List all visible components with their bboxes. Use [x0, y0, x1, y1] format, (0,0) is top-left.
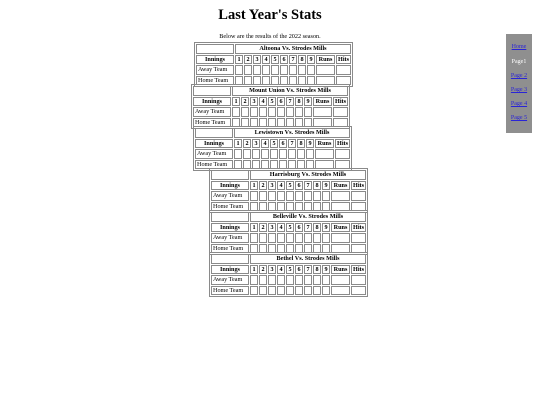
hits-cell [336, 65, 351, 75]
inning-number-header: 7 [289, 55, 297, 65]
inning-score-cell [304, 191, 312, 201]
inning-score-cell [304, 275, 312, 285]
inning-score-cell [297, 149, 305, 159]
inning-number-header: 3 [268, 223, 276, 233]
inning-score-cell [313, 286, 321, 296]
inning-number-header: 6 [277, 97, 285, 107]
innings-header: Innings [211, 223, 249, 233]
nav-entry [506, 59, 532, 65]
innings-header: Innings [211, 181, 249, 191]
inning-score-cell [280, 65, 288, 75]
inning-score-cell [286, 191, 294, 201]
nav-current-page: Page1 [511, 59, 527, 65]
home-team-label: Home Team [193, 118, 231, 128]
inning-number-header: 3 [253, 55, 261, 65]
scoreboard-title-row [195, 128, 350, 138]
inning-score-cell [307, 65, 315, 75]
home-team-label: Home Team [195, 160, 233, 170]
inning-number-header: 7 [304, 181, 312, 191]
nav-link-page-3[interactable]: Page 3 [510, 87, 528, 93]
inning-score-cell [259, 191, 267, 201]
nav-entry [506, 87, 532, 93]
inning-score-cell [268, 286, 276, 296]
inning-number-header: 3 [268, 181, 276, 191]
inning-number-header: 4 [259, 97, 267, 107]
inning-score-cell [243, 149, 251, 159]
nav-link-page-4[interactable]: Page 4 [510, 101, 528, 107]
inning-number-header: 9 [304, 97, 312, 107]
inning-number-header: 2 [241, 97, 249, 107]
inning-number-header: 5 [268, 97, 276, 107]
inning-score-cell [250, 275, 258, 285]
runs-cell [331, 191, 350, 201]
inning-score-cell [277, 191, 285, 201]
inning-score-cell [268, 191, 276, 201]
scoreboard-title-row [211, 212, 366, 222]
inning-score-cell [277, 233, 285, 243]
inning-number-header: 1 [232, 97, 240, 107]
blank-cell [196, 44, 234, 54]
inning-number-header: 8 [313, 223, 321, 233]
inning-score-cell [250, 107, 258, 117]
game-title: Bethel Vs. Strodes Mills [250, 254, 366, 264]
inning-score-cell [322, 191, 330, 201]
scoreboard-table [209, 210, 368, 255]
inning-score-cell [250, 191, 258, 201]
inning-score-cell [295, 275, 303, 285]
scoreboard-table [191, 84, 350, 129]
inning-number-header: 9 [322, 223, 330, 233]
nav-entry [506, 44, 532, 50]
inning-number-header: 1 [250, 181, 258, 191]
inning-score-cell [259, 275, 267, 285]
inning-number-header: 4 [277, 265, 285, 275]
scoreboard-header-row [195, 139, 350, 149]
inning-score-cell [286, 233, 294, 243]
home-team-row [211, 286, 366, 296]
inning-number-header: 4 [262, 55, 270, 65]
inning-number-header: 7 [304, 223, 312, 233]
inning-score-cell [268, 233, 276, 243]
inning-number-header: 9 [307, 55, 315, 65]
inning-score-cell [304, 286, 312, 296]
inning-number-header: 6 [295, 265, 303, 275]
inning-score-cell [277, 275, 285, 285]
inning-number-header: 8 [298, 55, 306, 65]
inning-number-header: 2 [243, 139, 251, 149]
away-team-label: Away Team [193, 107, 231, 117]
inning-score-cell [259, 286, 267, 296]
inning-number-header: 5 [270, 139, 278, 149]
inning-score-cell [286, 275, 294, 285]
runs-cell [331, 233, 350, 243]
away-team-row [195, 149, 350, 159]
away-team-label: Away Team [211, 233, 249, 243]
runs-header: Runs [331, 265, 350, 275]
inning-number-header: 1 [234, 139, 242, 149]
hits-header: Hits [353, 223, 365, 231]
away-team-label: Away Team [196, 65, 234, 75]
blank-cell [211, 254, 249, 264]
inning-score-cell [313, 233, 321, 243]
nav-link-page-2[interactable]: Page 2 [510, 73, 528, 79]
inning-score-cell [259, 233, 267, 243]
runs-cell [316, 65, 335, 75]
inning-score-cell [279, 149, 287, 159]
scoreboard-header-row [211, 181, 366, 191]
inning-number-header: 6 [280, 55, 288, 65]
inning-number-header: 6 [295, 223, 303, 233]
inning-number-header: 2 [259, 181, 267, 191]
game-title: Mount Union Vs. Strodes Mills [232, 86, 348, 96]
inning-number-header: 8 [313, 181, 321, 191]
hits-header: Hits [335, 97, 347, 105]
blank-cell [211, 212, 249, 222]
inning-score-cell [261, 149, 269, 159]
hits-header: Hits [338, 55, 350, 63]
inning-number-header: 2 [259, 265, 267, 275]
page-title: Last Year's Stats [218, 7, 322, 23]
away-team-row [211, 191, 366, 201]
inning-number-header: 8 [297, 139, 305, 149]
hits-cell [351, 275, 366, 285]
inning-number-header: 3 [250, 97, 258, 107]
blank-cell [195, 128, 233, 138]
inning-number-header: 5 [286, 265, 294, 275]
inning-number-header: 1 [235, 55, 243, 65]
inning-number-header: 1 [250, 223, 258, 233]
hits-cell [351, 286, 366, 296]
inning-number-header: 8 [295, 97, 303, 107]
innings-header: Innings [193, 97, 231, 107]
home-team-label: Home Team [211, 244, 249, 254]
inning-score-cell [253, 65, 261, 75]
away-team-row [211, 275, 366, 285]
runs-header: Runs [316, 55, 335, 65]
scoreboard-title-row [193, 86, 348, 96]
game-title: Belleville Vs. Strodes Mills [250, 212, 366, 222]
home-team-label: Home Team [211, 202, 249, 212]
inning-number-header: 2 [259, 223, 267, 233]
inning-score-cell [304, 233, 312, 243]
away-team-label: Away Team [195, 149, 233, 159]
inning-score-cell [286, 286, 294, 296]
inning-number-header: 7 [288, 139, 296, 149]
home-team-label: Home Team [196, 76, 234, 86]
inning-number-header: 5 [286, 181, 294, 191]
inning-number-header: 6 [279, 139, 287, 149]
inning-number-header: 3 [252, 139, 260, 149]
inning-score-cell [295, 286, 303, 296]
nav-entry [506, 101, 532, 107]
inning-number-header: 4 [261, 139, 269, 149]
scoreboard-title-row [211, 170, 366, 180]
hits-cell [351, 191, 366, 201]
runs-header: Runs [315, 139, 334, 149]
away-team-label: Away Team [211, 275, 249, 285]
inning-number-header: 5 [271, 55, 279, 65]
nav-link-page-5[interactable]: Page 5 [510, 115, 528, 121]
inning-score-cell [322, 233, 330, 243]
blank-cell [193, 86, 231, 96]
inning-score-cell [259, 107, 267, 117]
scoreboard-header-row [211, 265, 366, 275]
inning-number-header: 7 [286, 97, 294, 107]
inning-score-cell [268, 107, 276, 117]
inning-score-cell [277, 286, 285, 296]
scoreboard-table [194, 42, 353, 87]
scoreboard-table [209, 252, 368, 297]
side-navigation [506, 34, 532, 133]
inning-score-cell [295, 191, 303, 201]
runs-header: Runs [313, 97, 332, 107]
hits-cell [333, 107, 348, 117]
inning-score-cell [322, 286, 330, 296]
scoreboard-table [209, 168, 368, 213]
inning-score-cell [322, 275, 330, 285]
inning-score-cell [235, 65, 243, 75]
inning-number-header: 9 [306, 139, 314, 149]
inning-score-cell [268, 275, 276, 285]
inning-number-header: 1 [250, 265, 258, 275]
inning-number-header: 7 [304, 265, 312, 275]
nav-entry [506, 73, 532, 79]
inning-score-cell [288, 149, 296, 159]
runs-cell [331, 275, 350, 285]
scoreboard-table [193, 126, 352, 171]
inning-number-header: 4 [277, 223, 285, 233]
inning-score-cell [277, 107, 285, 117]
hits-header: Hits [337, 139, 349, 147]
scoreboard-header-row [193, 97, 348, 107]
nav-link-home[interactable]: Home [511, 44, 527, 50]
inning-number-header: 8 [313, 265, 321, 275]
inning-score-cell [241, 107, 249, 117]
inning-score-cell [304, 107, 312, 117]
hits-cell [335, 149, 350, 159]
inning-score-cell [262, 65, 270, 75]
inning-score-cell [271, 65, 279, 75]
inning-score-cell [270, 149, 278, 159]
inning-number-header: 2 [244, 55, 252, 65]
scoreboard-title-row [196, 44, 351, 54]
season-intro-text: Below are the results of the 2022 season. [219, 33, 321, 40]
inning-score-cell [295, 233, 303, 243]
game-title: Altoona Vs. Strodes Mills [235, 44, 351, 54]
runs-cell [313, 107, 332, 117]
inning-score-cell [250, 286, 258, 296]
inning-score-cell [232, 107, 240, 117]
scoreboard-header-row [211, 223, 366, 233]
inning-number-header: 9 [322, 181, 330, 191]
inning-number-header: 3 [268, 265, 276, 275]
runs-cell [315, 149, 334, 159]
runs-header: Runs [331, 181, 350, 191]
inning-score-cell [313, 191, 321, 201]
runs-header: Runs [331, 223, 350, 233]
inning-number-header: 9 [322, 265, 330, 275]
home-team-label: Home Team [211, 286, 249, 296]
innings-header: Innings [211, 265, 249, 275]
game-title: Lewistown Vs. Strodes Mills [234, 128, 350, 138]
away-team-row [193, 107, 348, 117]
away-team-row [211, 233, 366, 243]
inning-score-cell [244, 65, 252, 75]
away-team-row [196, 65, 351, 75]
blank-cell [211, 170, 249, 180]
away-team-label: Away Team [211, 191, 249, 201]
inning-number-header: 4 [277, 181, 285, 191]
inning-score-cell [313, 275, 321, 285]
runs-cell [331, 286, 350, 296]
inning-score-cell [306, 149, 314, 159]
hits-header: Hits [353, 265, 365, 273]
inning-number-header: 5 [286, 223, 294, 233]
scoreboard-header-row [196, 55, 351, 65]
inning-score-cell [286, 107, 294, 117]
game-title: Harrisburg Vs. Strodes Mills [250, 170, 366, 180]
hits-header: Hits [353, 181, 365, 189]
innings-header: Innings [196, 55, 234, 65]
inning-score-cell [289, 65, 297, 75]
inning-score-cell [295, 107, 303, 117]
inning-score-cell [252, 149, 260, 159]
nav-entry [506, 115, 532, 121]
scoreboard-title-row [211, 254, 366, 264]
innings-header: Innings [195, 139, 233, 149]
hits-cell [351, 233, 366, 243]
inning-number-header: 6 [295, 181, 303, 191]
inning-score-cell [234, 149, 242, 159]
inning-score-cell [298, 65, 306, 75]
inning-score-cell [250, 233, 258, 243]
